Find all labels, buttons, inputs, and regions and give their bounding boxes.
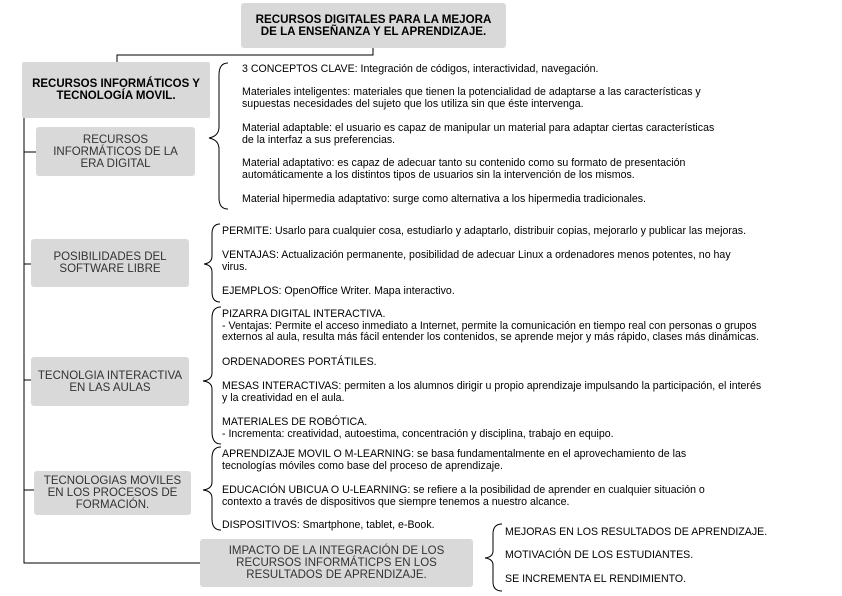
branch-3-item-1: PIZARRA DIGITAL INTERACTIVA. - Ventajas: Permite el acceso inmediato a Internet, permite la comunicación en tiempo real con personas o grupos externos al aula, resulta más fácil entender los contenidos, se aprende mejor y más rápido, clases más dinámicas. <box>222 308 760 344</box>
branch-4-item-2: EDUCACIÓN UBICUA O U-LEARNING: se refiere a la posibilidad de aprender en cualquier situación o contexto a través de dispositivos que siempre tenemos a nuestro alcance. <box>222 484 705 508</box>
branch-box-tecnologia-interactiva <box>31 357 189 406</box>
branch-label: TECNOLOGIAS MOVILES EN LOS PROCESOS DE FORMACIÓN. <box>43 475 182 511</box>
branch-5-item-2: MOTIVACIÓN DE LOS ESTUDIANTES. <box>505 549 694 561</box>
branch-3-item-4: MATERIALES DE ROBÓTICA. - Incrementa: creatividad, autoestima, concentración y disciplina, trabajo en equipo. <box>222 416 614 440</box>
branch-label: RECURSOS INFORMÁTICOS DE LA ERA DIGITAL <box>53 133 178 170</box>
branch-2-item-3: EJEMPLOS: OpenOffice Writer. Mapa interactivo. <box>222 285 455 297</box>
branch-3-item-2: ORDENADORES PORTÁTILES. <box>222 356 377 368</box>
root-title-box <box>241 3 506 48</box>
branch-box-tecnologias-moviles <box>34 471 191 515</box>
brace-5 <box>485 524 502 591</box>
branch-1-item-4: Material adaptativo: es capaz de adecuar tanto su contenido como su formato de presentación automáticamente a los distintos tipos de usuarios sin la intervención de los mismos. <box>242 157 686 181</box>
branch-3-item-3: MESAS INTERACTIVAS: permiten a los alumnos dirigir u propio aprendizaje impulsando la participación, el interés y la creatividad en el aula. <box>222 380 762 404</box>
branch-1-item-5: Material hipermedia adaptativo: surge como alternativa a los hipermedia tradicionales. <box>242 193 646 205</box>
main-topic-title: RECURSOS INFORMÁTICOS Y TECNOLOGÍA MOVIL. <box>32 78 200 102</box>
branch-box-recursos-informaticos <box>36 127 195 176</box>
branch-1-item-1: 3 CONCEPTOS CLAVE: Integración de códigos, interactividad, navegación. <box>242 63 599 75</box>
brace-3 <box>203 307 221 444</box>
branch-box-impacto <box>200 539 473 587</box>
branch-2-item-1: PERMITE: Usarlo para cualquier cosa, estudiarlo y adaptarlo, distribuir copias, mejorarlo y publicar las mejoras. <box>222 225 747 237</box>
main-topic-box <box>22 62 210 118</box>
branch-2-item-2: VENTAJAS: Actualización permanente, posibilidad de adecuar Linux a ordenadores menos potentes, no hay virus. <box>222 249 731 273</box>
branch-5-item-1: MEJORAS EN LOS RESULTADOS DE APRENDIZAJE. <box>505 526 768 538</box>
branch-label: TECNOLGIA INTERACTIVA EN LAS AULAS <box>37 369 183 394</box>
branch-4-item-1: APRENDIZAJE MOVIL O M-LEARNING: se basa fundamentalmente en el aprovechamiento de las tecnologías móviles como base del proceso de aprendizaje. <box>222 448 687 472</box>
branch-label: POSIBILIDADES DEL SOFTWARE LIBRE <box>53 251 167 275</box>
branch-4-item-3: DISPOSITIVOS: Smartphone, tablet, e-Book. <box>222 519 435 531</box>
branch-box-software-libre <box>31 239 189 287</box>
branch-5-item-3: SE INCREMENTA EL RENDIMIENTO. <box>505 573 687 585</box>
brace-2 <box>204 224 220 302</box>
brace-4 <box>203 447 221 530</box>
branch-1-item-3: Material adaptable: el usuario es capaz de manipular un material para adaptar ciertas características de la interfaz a sus preferencias. <box>242 122 715 146</box>
branch-1-item-2: Materiales inteligentes: materiales que tienen la potencialidad de adaptarse a las características y supuestas necesidades del sujeto que los utiliza sin que éste intervenga. <box>242 86 701 110</box>
branch-label: IMPACTO DE LA INTEGRACIÓN DE LOS RECURSOS INFORMÁTICPS EN LOS RESULTADOS DE APRENDIZAJE. <box>228 545 445 581</box>
brace-1 <box>209 63 228 209</box>
root-connector <box>117 48 373 62</box>
root-title: RECURSOS DIGITALES PARA LA MEJORA DE LA ENSEÑANZA Y EL APRENDIZAJE. <box>255 12 492 38</box>
